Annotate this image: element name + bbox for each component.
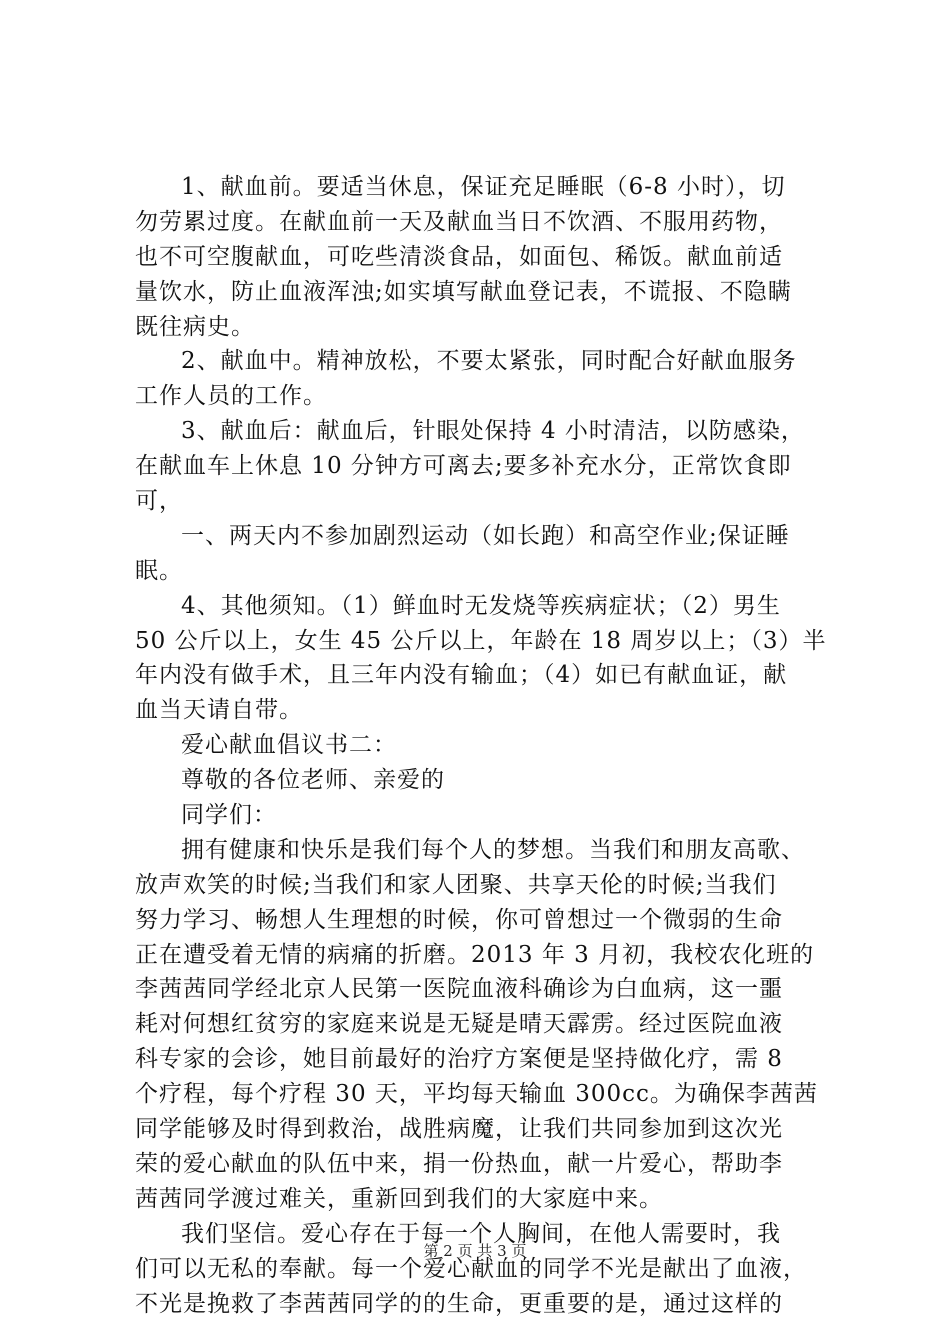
text-line: 4、其他须知。（1）鲜血时无发烧等疾病症状；（2）男生 <box>181 592 781 619</box>
text-line: 一、两天内不参加剧烈运动（如长跑）和高空作业;保证睡 <box>181 522 790 549</box>
text-line: 科专家的会诊，她目前最好的治疗方案便是坚持做化疗，需 8 <box>135 1046 783 1073</box>
text-line: 量饮水，防止血液浑浊;如实填写献血登记表，不谎报、不隐瞒 <box>135 278 792 305</box>
text-line: 50 公斤以上，女生 45 公斤以上，年龄在 18 周岁以上；（3）半 <box>135 627 827 654</box>
text-line: 李茜茜同学经北京人民第一医院血液科确诊为白血病，这一噩 <box>135 976 783 1003</box>
text-line: 拥有健康和快乐是我们每个人的梦想。当我们和朋友高歌、 <box>181 836 805 863</box>
text-line: 荣的爱心献血的队伍中来，捐一份热血，献一片爱心，帮助李 <box>135 1150 783 1177</box>
text-line: 也不可空腹献血，可吃些清淡食品，如面包、稀饭。献血前适 <box>135 243 783 270</box>
text-line: 我们坚信。爱心存在于每一个人胸间，在他人需要时，我 <box>181 1220 781 1247</box>
text-line: 眠。 <box>135 557 183 584</box>
document-body <box>135 170 835 1321</box>
text-line: 们可以无私的奉献。每一个爱心献血的同学不光是献出了血液， <box>135 1255 807 1282</box>
text-line: 尊敬的各位老师、亲爱的 <box>181 767 445 794</box>
text-line: 茜茜同学渡过难关，重新回到我们的大家庭中来。 <box>135 1185 663 1212</box>
text-line: 同学们： <box>181 802 277 829</box>
page-footer <box>0 1241 950 1261</box>
text-line: 爱心献血倡议书二： <box>181 732 397 759</box>
text-line: 耗对何想红贫穷的家庭来说是无疑是晴天霹雳。经过医院血液 <box>135 1011 783 1038</box>
text-line: 在献血车上休息 10 分钟方可离去;要多补充水分，正常饮食即 <box>135 453 792 480</box>
text-line: 工作人员的工作。 <box>135 383 327 410</box>
text-line: 同学能够及时得到救治，战胜病魔，让我们共同参加到这次光 <box>135 1116 783 1143</box>
text-line: 1、献血前。要适当休息，保证充足睡眠（6-8 小时），切 <box>181 174 786 200</box>
text-line: 血当天请自带。 <box>135 697 303 724</box>
text-line: 可， <box>135 488 183 515</box>
text-line: 正在遭受着无情的病痛的折磨。2013 年 3 月初，我校农化班的 <box>135 941 815 968</box>
text-line: 3、献血后：献血后，针眼处保持 4 小时清洁，以防感染， <box>181 418 805 445</box>
text-line: 2、献血中。精神放松，不要太紧张，同时配合好献血服务 <box>181 348 797 375</box>
text-line: 不光是挽救了李茜茜同学的的生命，更重要的是，通过这样的 <box>135 1290 783 1317</box>
text-line: 既往病史。 <box>135 313 255 340</box>
text-line: 努力学习、畅想人生理想的时候，你可曾想过一个微弱的生命 <box>135 906 783 933</box>
text-line: 个疗程，每个疗程 30 天，平均每天输血 300cc。为确保李茜茜 <box>135 1081 818 1108</box>
page-number-label: 第 2 页 共 3 页 <box>423 1242 527 1260</box>
text-line: 勿劳累过度。在献血前一天及献血当日不饮酒、不服用药物， <box>135 208 783 235</box>
text-line: 年内没有做手术，且三年内没有输血；（4）如已有献血证，献 <box>135 662 788 689</box>
text-line: 放声欢笑的时候;当我们和家人团聚、共享天伦的时候;当我们 <box>135 871 777 898</box>
